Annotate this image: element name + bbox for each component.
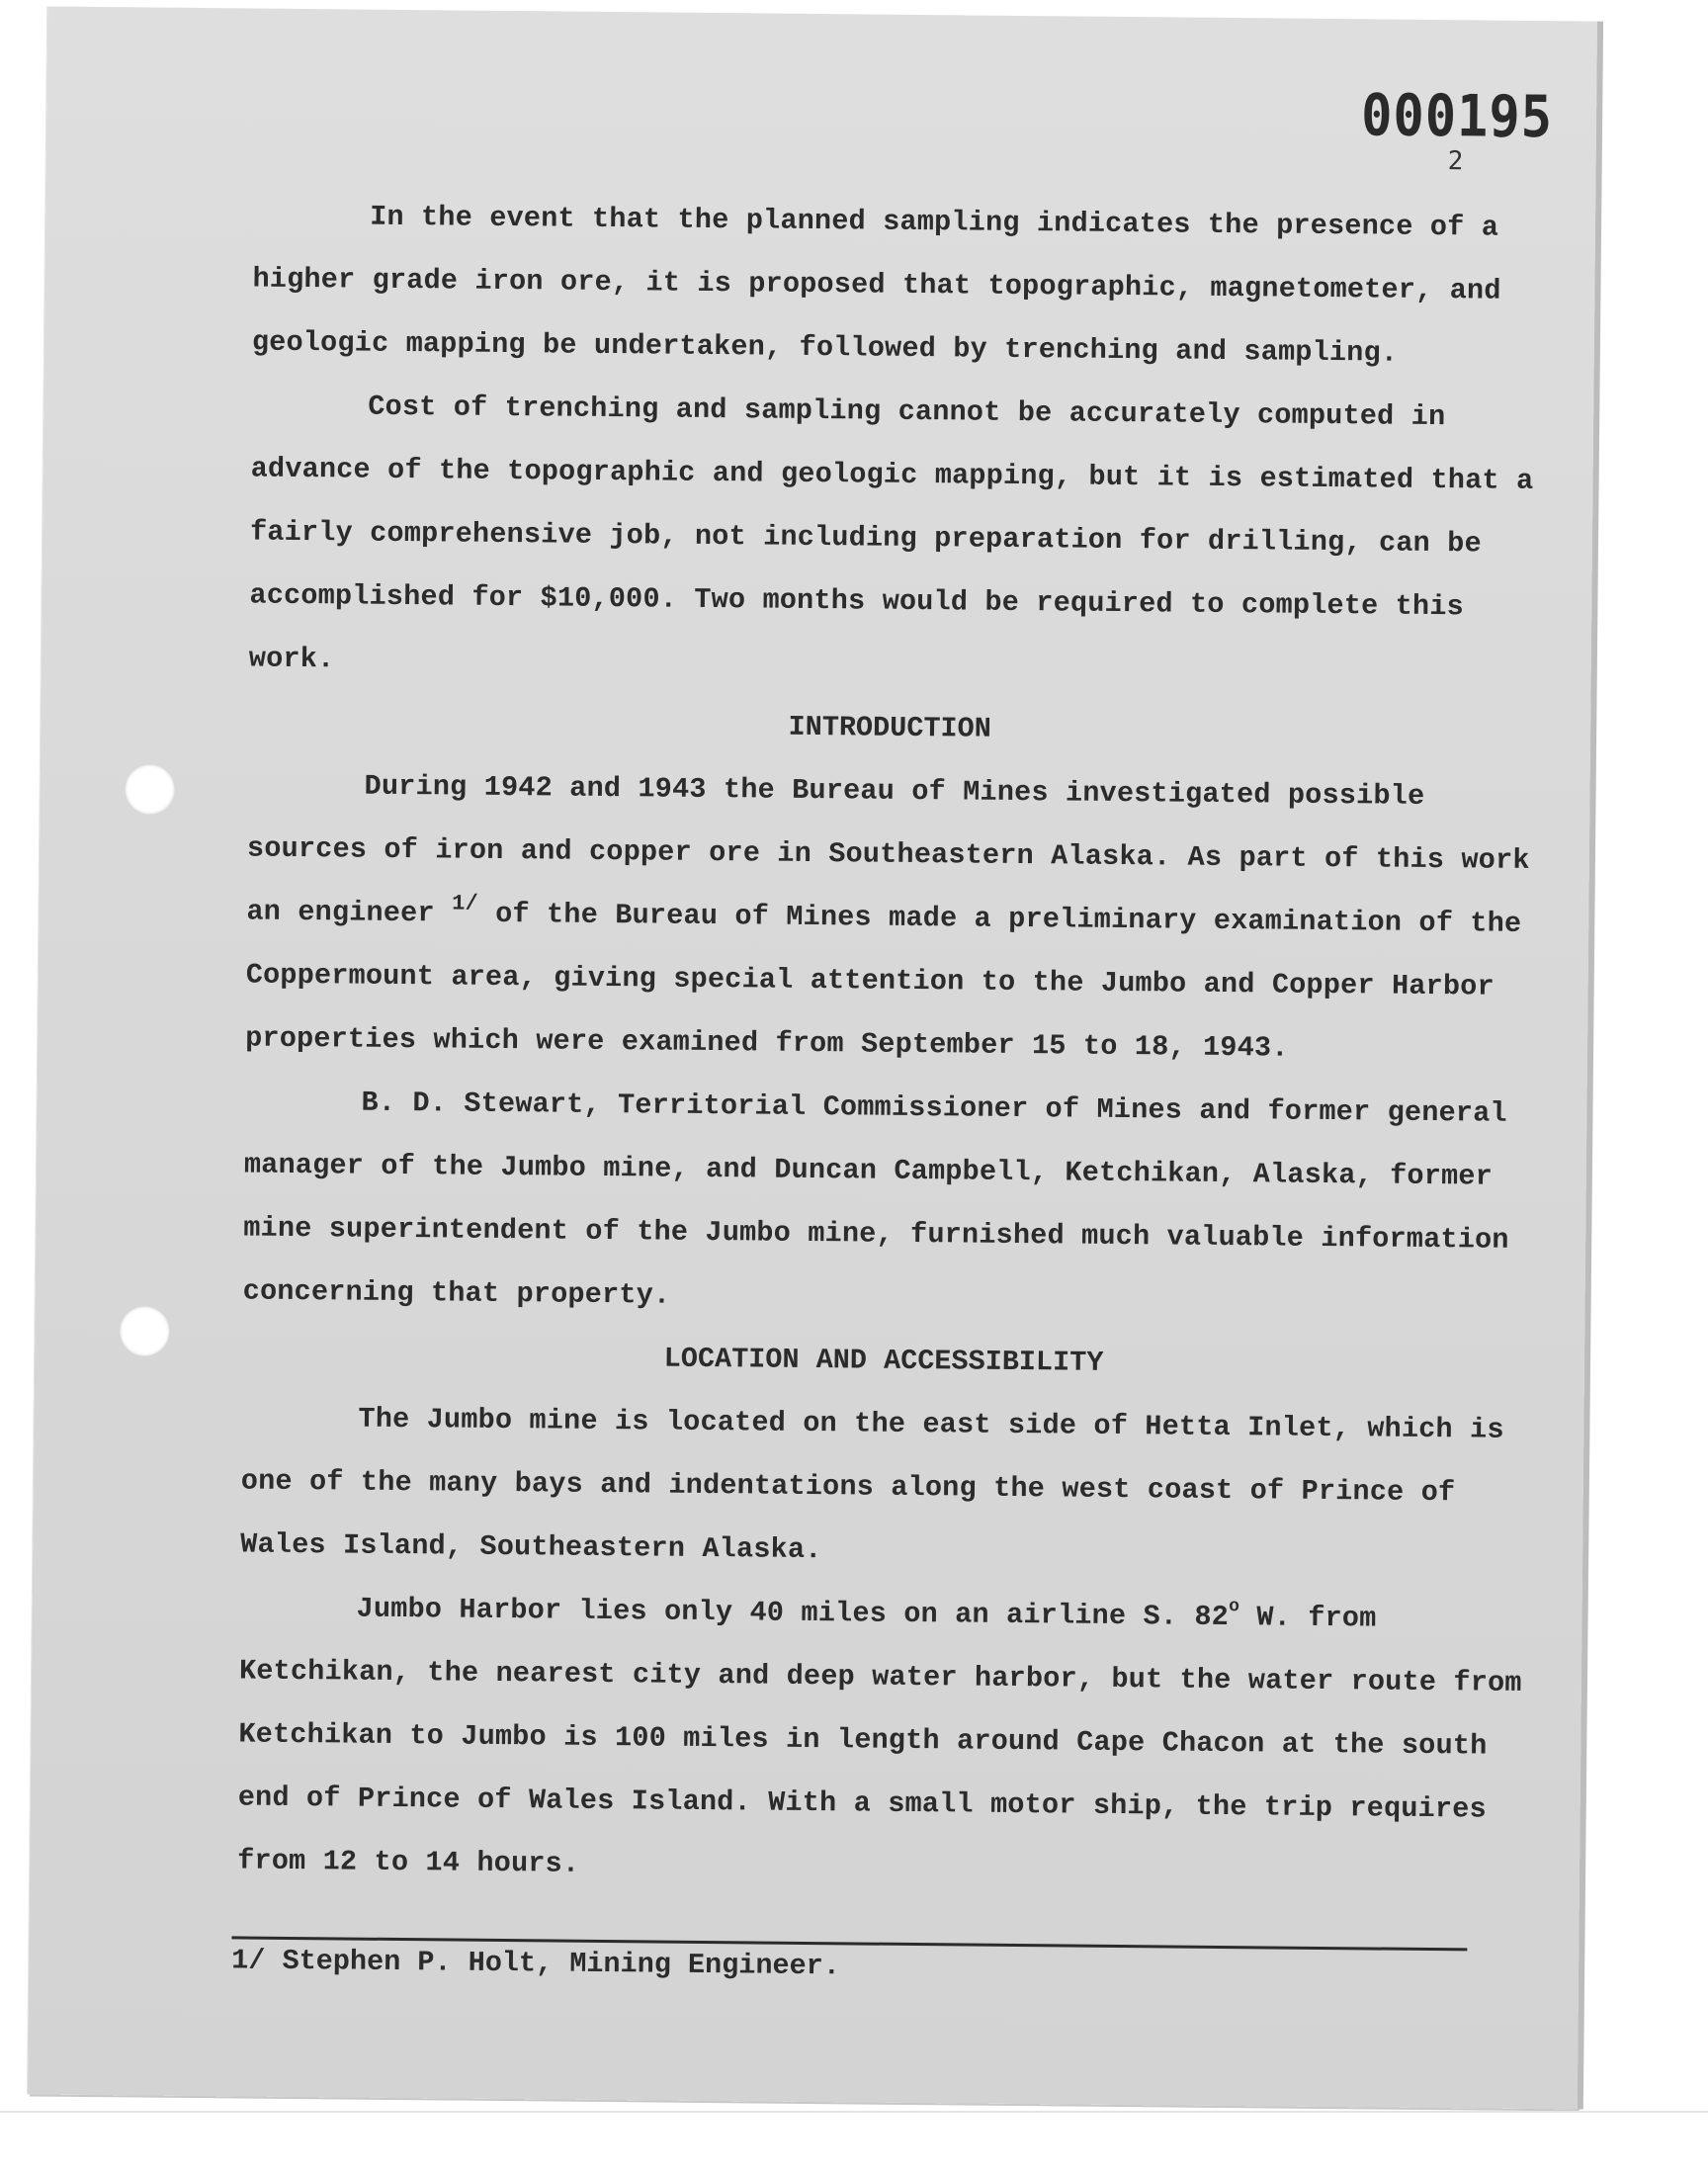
degree-symbol: o xyxy=(1229,1597,1240,1617)
paragraph-introduction-1 xyxy=(245,754,1553,1084)
footnote-marker: 1/ xyxy=(231,1944,266,1977)
paragraph-cost: Cost of trenching and sampling cannot be accurately computed in advance of the topographic and geologic mapping, but it is estimated that a fairly comprehensive job, not including preparation for drilling, can be accomplished for $10,000. Two months would be required to complete this work. xyxy=(248,390,1534,676)
paragraph-introduction-2: B. D. Stewart, Territorial Commissioner of Mines and former general manager of the Jumbo mine, and Duncan Campbell, Ketchikan, Alaska, former mine superintendent of the Jumbo mine, furnished much valuable information concerning that property. xyxy=(242,1086,1509,1312)
heading-introduction: INTRODUCTION xyxy=(788,710,991,745)
binder-hole-upper xyxy=(125,764,174,814)
footnote-reference: 1/ xyxy=(452,891,479,916)
heading-location: LOCATION AND ACCESSIBILITY xyxy=(663,1342,1104,1379)
footnote xyxy=(231,1944,840,1982)
binder-hole-lower xyxy=(120,1306,169,1355)
paragraph-sampling: In the event that the planned sampling indicates the presence of a higher grade iron ore, it is proposed that topographic, magnetometer, and geologic mapping be undertaken, followed by trenching and sampling. xyxy=(251,200,1501,370)
footnote-text: Stephen P. Holt, Mining Engineer. xyxy=(282,1944,841,1983)
page-edge xyxy=(1578,22,1603,2110)
document-number-stamp: 000195 xyxy=(1360,82,1554,151)
intro-text-start: During 1942 and 1943 the Bureau of Mines investigated possible sources of iron and copper ore in Southeastern Alaska. As part of this work an engineer xyxy=(246,769,1530,930)
page-number: 2 xyxy=(1447,146,1464,177)
paragraph-location-1: The Jumbo mine is located on the east side of Hetta Inlet, which is one of the many bays and indentations along the west coast of Prince of Wales Island, Southeastern Alaska. xyxy=(240,1402,1504,1567)
location-text-end: W. from Ketchikan, the nearest city and deep water harbor, but the water route from Ketchikan to Jumbo is 100 miles in length around Cape Chacon at the south end of Prince of Wales Island. With a small motor ship, the trip requires from 12 to 14 hours. xyxy=(237,1601,1522,1880)
location-text-start: Jumbo Harbor lies only 40 miles on an airline S. 82 xyxy=(356,1592,1230,1634)
typewritten-page xyxy=(28,7,1597,2110)
intro-text-end: of the Bureau of Mines made a preliminary examination of the Coppermount area, giving special attention to the Jumbo and Copper Harbor properties which were examined from September 15 to 18, 1943. xyxy=(245,897,1522,1065)
paragraph-location-2 xyxy=(237,1576,1545,1905)
body-text xyxy=(237,185,1559,1906)
scanner-margin xyxy=(0,2111,1708,2177)
